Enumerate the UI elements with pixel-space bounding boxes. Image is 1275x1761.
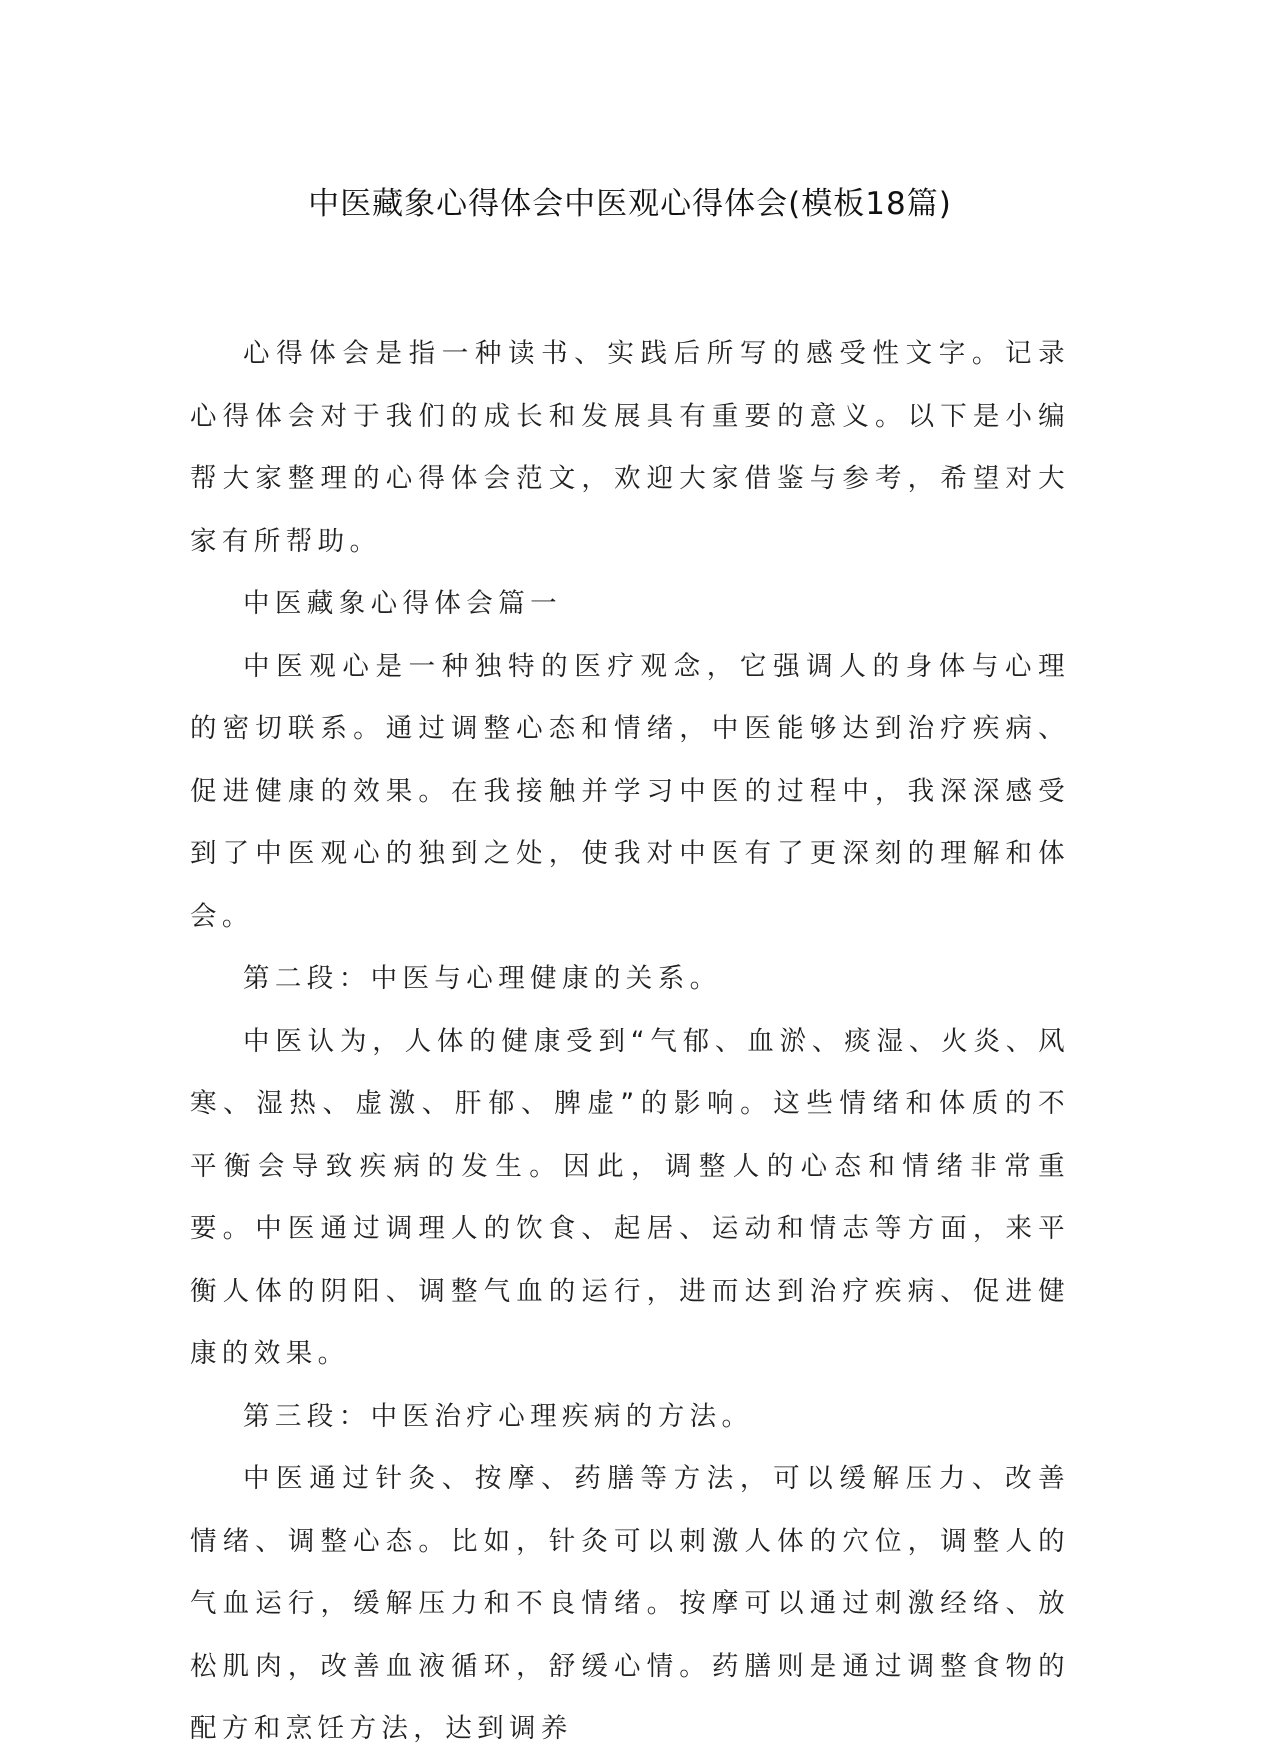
section-heading-third: 第三段：中医治疗心理疾病的方法。 [243,1400,754,1432]
section-heading-part-one: 中医藏象心得体会篇一 [243,588,562,619]
document-title: 中医藏象心得体会中医观心得体会(模板18篇) [308,186,952,222]
paragraph-intro: 心得体会是指一种读书、实践后所写的感受性文字。记录心得体会对于我们的成长和发展具有重要的意义。以下是小编帮大家整理的心得体会范文，欢迎大家借鉴与参考，希望对大家有所帮助。 [190,338,1070,557]
section-heading-second: 第二段：中医与心理健康的关系。 [243,963,722,994]
paragraph-second: 中医认为，人体的健康受到“气郁、血淤、痰湿、火炎、风寒、湿热、虚激、肝郁、脾虚”的影响。这些情绪和体质的不平衡会导致疾病的发生。因此，调整人的心态和情绪非常重要。中医通过调理人的饮食、起居、运动和情志等方面，来平衡人体的阴阳、调整气血的运行，进而达到治疗疾病、促进健康的效果。 [190,1025,1070,1369]
document-body [190,323,1070,1761]
paragraph-part-one: 中医观心是一种独特的医疗观念，它强调人的身体与心理的密切联系。通过调整心态和情绪，中医能够达到治疗疾病、促进健康的效果。在我接触并学习中医的过程中，我深深感受到了中医观心的独到之处，使我对中医有了更深刻的理解和体会。 [190,650,1070,932]
paragraph-third: 中医通过针灸、按摩、药膳等方法，可以缓解压力、改善情绪、调整心态。比如，针灸可以刺激人体的穴位，调整人的气血运行，缓解压力和不良情绪。按摩可以通过刺激经络、放松肌肉，改善血液循环，舒缓心情。药膳则是通过调整食物的配方和烹饪方法，达到调养 [190,1463,1070,1744]
